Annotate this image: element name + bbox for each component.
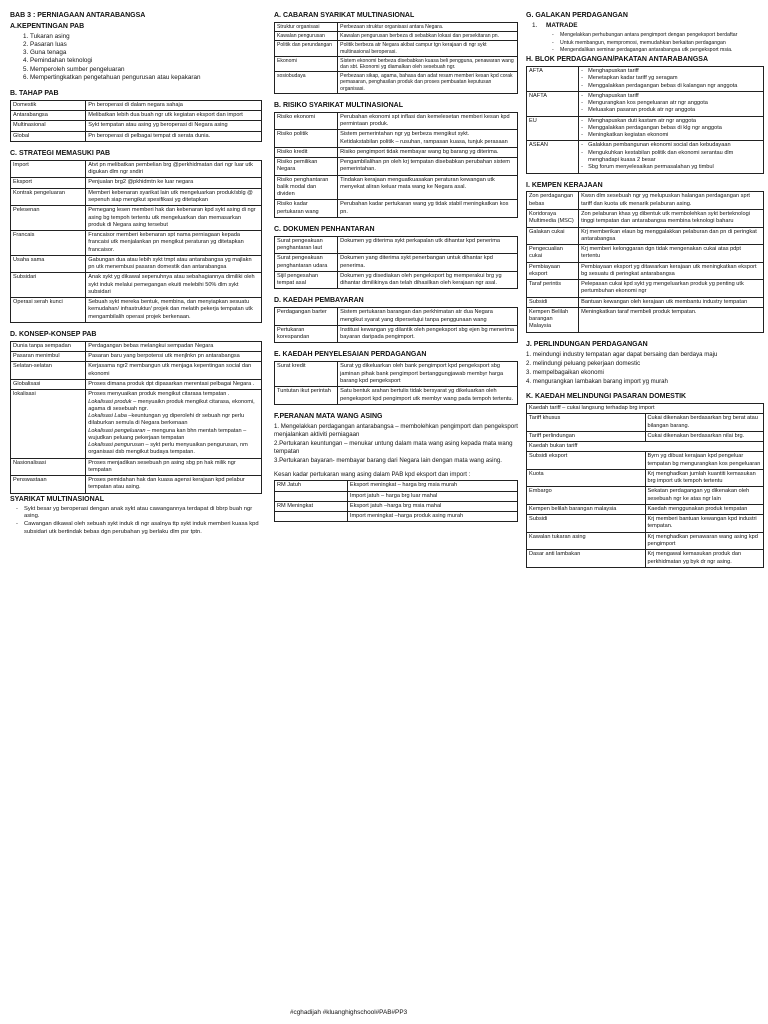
section-galakan-title: G. GALAKAN PERDAGANGAN: [526, 12, 628, 19]
kesan-row: [275, 501, 518, 511]
strategi-row: [11, 160, 262, 178]
section-dokumen-title: C. DOKUMEN PENHANTARAN: [274, 225, 375, 233]
blok-table: [526, 66, 764, 173]
kaedah-group-row: [527, 442, 764, 452]
matrade-item: - Mengendalikan seminar perdagangan antarabangsa utk pengeksport msia.: [560, 47, 764, 54]
penyelesaian-row: [275, 387, 518, 405]
kaedah-desc: Kaedah menggunakan produk tempatan: [645, 504, 764, 514]
kaedah-desc: Byrn yg dibuat kerajaan kpd pengeluar tempatan bg mengurangkan kos pengeluaran: [645, 452, 764, 470]
footer-hashtags: #cghadijah #kluanghighschool#PAB#PP3: [290, 1009, 408, 1016]
multinasional-title: SYARIKAT MULTINASIONAL: [10, 495, 104, 503]
dokumen-desc: Dokumen yang diterima sykt penerbangan untuk dihantar kpd penerima.: [338, 254, 518, 272]
section-penyelesaian-title: E. KAEDAH PENYELESAIAN PERDAGANGAN: [274, 351, 427, 359]
kempen-term: Pengecualian cukai: [527, 245, 579, 263]
strategi-term: Pelesenan: [11, 206, 86, 231]
kempen-row: [527, 245, 764, 263]
blok-aims: [579, 116, 764, 141]
matrade-list: [526, 32, 764, 54]
tahap-desc: Sykt tempatan atau asing yg beroperasi di Negara asing: [86, 121, 262, 131]
risiko-table: [274, 112, 518, 218]
strategi-term: Francais: [11, 231, 86, 256]
blok-aim: - Mengurangkan kos pengeluaran atr ngr anggota: [581, 100, 761, 107]
risiko-term: Risiko pemilikan Negara: [275, 158, 338, 176]
konsep-desc: [86, 390, 262, 458]
kempen-desc: Kwsn dlm sesebuah ngr yg melupuskan halangan perdagangan sprt tariff dan kuota utk menarik pelaburan asing.: [579, 192, 764, 210]
kempen-row: [527, 210, 764, 228]
kaedah-row: [527, 487, 764, 505]
risiko-desc: Perubahan kadar pertukaran wang yg tidak stabil meningkatkan kos pn.: [338, 200, 518, 218]
risiko-row: [275, 147, 518, 157]
pembayaran-term: Pertukaran korespandan: [275, 325, 338, 343]
cabaran-desc: Politik berbeza atr Negara akibat campur tgn kerajaan di ngr sykt multinasional beroperasi.: [338, 41, 518, 56]
tahap-row: [11, 121, 262, 131]
kesan-table: [274, 480, 518, 522]
matawang-item: 3.Pertukaran bayaran- membayar barang dari Negara lain dengan mata wang asing.: [274, 457, 502, 465]
kempen-row: [527, 297, 764, 307]
strategi-desc: Memberi kebenaran syarikat lain utk mengeluarkan produk/sblg @ sepenuh siap mengikut spesifikasi yg ditetapkan: [86, 188, 262, 206]
kaedah-desc: Cukai dikenakan berdasarkan nilai brg.: [645, 431, 764, 441]
kaedah-desc: Cukai dikenakan berdasarkan brg berat atau bilangan barang.: [645, 414, 764, 432]
chapter-title: BAB 3 : PERNIAGAAN ANTARABANGSA: [10, 12, 146, 19]
kaedah-term: Tariff khusus: [527, 414, 646, 432]
tahap-row: [11, 131, 262, 141]
kaedah-row: [527, 452, 764, 470]
lokalisasi-desc: – sykt perlu menyuaikan pengurusan, nm organisasi dsb mengikut budaya tempatan.: [88, 442, 248, 456]
cabaran-desc: Perbezaan sikap, agama, bahasa dan adat resam memberi kesan kpd corak pemasaran, penghasilan produk dan proses pembuatan keputusan organisasi.: [338, 72, 518, 94]
cabaran-desc: Sistem ekonomi berbeza disebabkan kuasa beli pengguna, penawaran wang dan sbt. Ekonomi yg diamalkan oleh sesebuah ngr.: [338, 56, 518, 71]
strategi-row: [11, 255, 262, 273]
kaedah-row: [527, 431, 764, 441]
matawang-item: 1. Mengelakkan perdagangan antarabangsa – membolehkan pengimport dan pengeksport menjalankan aktiviti perniagaan: [274, 422, 518, 438]
kaedah-desc: Krj menghadkan penawaran wang asing kpd pengimport: [645, 532, 764, 550]
strategi-row: [11, 231, 262, 256]
lokalisasi-item: [88, 428, 259, 443]
cabaran-term: Ekonomi: [275, 56, 338, 71]
konsep-table: [10, 341, 262, 494]
tahap-pab-table: [10, 100, 262, 142]
risiko-term: Risiko kadar pertukaran wang: [275, 200, 338, 218]
konsep-row: [11, 352, 262, 362]
blok-aim: - Menghapuskan duti kastam atr ngr anggota: [581, 118, 761, 125]
kesan-term: [275, 491, 348, 501]
kempen-desc: Pelepasan cukai kpd sykt yg mengeluarkan produk yg penting utk pertumbuhan ekonomi ngr: [579, 280, 764, 298]
kempen-term: Koridoraya Multimedia (MSC): [527, 210, 579, 228]
kempen-term: Subsidi: [527, 297, 579, 307]
dokumen-row: [275, 254, 518, 272]
tahap-term: Multinasional: [11, 121, 86, 131]
konsep-text: Pasaran baru yang berpotensi utk menjlnkn pn antarabangsa: [88, 353, 240, 360]
kesan-term: RM Jatuh: [275, 481, 348, 491]
kepentingan-item: 5. Memperoleh sumber pengeluaran: [30, 66, 262, 74]
matawang-list: [274, 423, 518, 465]
konsep-desc: [86, 476, 262, 494]
kempen-desc: Zon pelaburan khas yg dibentuk utk membolehkan sykt berteknologi tinggi tempatan dan antarabangsa membina teknologi baharu: [579, 210, 764, 228]
column-right: [526, 10, 764, 568]
strategi-desc: Sebuah sykt mereka bentuk, membina, dan menyiapkan sesuatu kemudahan/ infrastruktur/ projek dan melatih pekerja tempatan utk mengambilalih operasi projek berkenaan.: [86, 298, 262, 323]
lokalisasi-desc: –keuntungan yg diperolehi dr sebuah ngr perlu dilaburkan semula di Negara berkenaan: [88, 413, 245, 427]
blok-aims: [579, 67, 764, 92]
cabaran-term: sosiobudaya: [275, 72, 338, 94]
multinasional-list: [10, 506, 262, 537]
cabaran-term: Kawalan pengurusan: [275, 32, 338, 41]
lokalisasi-type: Lokalisasi pengurusan: [88, 442, 144, 449]
strategi-row: [11, 178, 262, 188]
blok-aims: [579, 141, 764, 173]
lokalisasi-item: [88, 413, 259, 428]
penyelesaian-term: Surat kredit: [275, 362, 338, 387]
blok-row: [527, 116, 764, 141]
kaedah-term: Kempen belilah barangan malaysia: [527, 504, 646, 514]
kempen-term: Galakan cukai: [527, 227, 579, 245]
konsep-text: Proses menyuaikan produk mengikut citarasa tempatan .: [88, 391, 230, 398]
lokalisasi-type: Lokalisasi produk: [88, 398, 132, 405]
matawang-item: 2.Pertukaran keuntungan – menukar untung dalam mata wang asing kepada mata wang tempatan: [274, 439, 513, 455]
konsep-term: Penswastaan: [11, 476, 86, 494]
blok-name: ASEAN: [527, 141, 579, 173]
blok-name: EU: [527, 116, 579, 141]
kaedah-term: Embargo: [527, 487, 646, 505]
risiko-desc: Sistem pemerintahan ngr yg berbeza mengikut sykt. Ketidakstabilan politik – rusuhan, rampasan kuasa, tunjuk perasaan: [338, 130, 518, 148]
blok-aim: - Menetapkan kadar tariff yg seragam: [581, 75, 761, 82]
kaedah-row: [527, 414, 764, 432]
cabaran-table: [274, 22, 518, 94]
cabaran-row: [275, 22, 518, 31]
cabaran-desc: Perbezaan struktur organisasi antara Negara.: [338, 22, 518, 31]
kesan-desc: Eksport meningkat – harga brg msia murah: [347, 481, 517, 491]
section-kaedah-title: K. KAEDAH MELINDUNGI PASARAN DOMESTIK: [526, 393, 687, 401]
blok-row: [527, 91, 764, 116]
section-perlindungan-title: J. PERLINDUNGAN PERDAGANGAN: [526, 340, 648, 348]
penyelesaian-row: [275, 362, 518, 387]
blok-aim: - Sbg forum menyelesaikan permasalahan yg timbul: [581, 164, 761, 171]
blok-aim: - Meningkatkan kegiatan ekonomi: [581, 132, 761, 139]
kaedah-desc: Krj memberi bantuan kewangan kpd industri tempatan.: [645, 515, 764, 533]
blok-aim: - Menghapuskan tariff: [581, 93, 761, 100]
lokalisasi-item: [88, 442, 259, 457]
dokumen-term: Sijil pengesahan tempat asal: [275, 271, 338, 289]
kepentingan-item: 2. Pasaran luas: [30, 41, 262, 49]
kesan-desc: Import meningkat –harga produk asing murah: [347, 512, 517, 522]
pembayaran-table: [274, 307, 518, 343]
risiko-row: [275, 130, 518, 148]
kempen-desc: Pembiayaan eksport yg ditawarkan kerajaan utk meningkatkan eksport bg sesuatu di peringkat antarabangsa: [579, 262, 764, 280]
strategi-term: Operasi serah kunci: [11, 298, 86, 323]
kempen-row: [527, 227, 764, 245]
kesan-term: RM Meningkat: [275, 501, 348, 511]
matrade-item: - Mengelakkan perhubungan antara pengimport dengan pengeksport berdaftar: [560, 32, 764, 39]
kempen-row: [527, 280, 764, 298]
risiko-desc: Pengambilalihan pn oleh krj tempatan disebabkan perubahan sistem pemerintahan.: [338, 158, 518, 176]
risiko-term: Risiko politik: [275, 130, 338, 148]
lokalisasi-type: Lokalisasi Laba: [88, 413, 127, 420]
dokumen-desc: Dokumen yg disediakan oleh pengeksport bg memperakui brg yg dihantar dimilikinya dan telah dihasilkan oleh kerajaan ngr asal.: [338, 271, 518, 289]
kempen-row: [527, 192, 764, 210]
kepentingan-item: 1. Tukaran asing: [30, 33, 262, 41]
blok-aim: - Menghapuskan tariff: [581, 68, 761, 75]
kaedah-row: [527, 504, 764, 514]
kaedah-row: [527, 515, 764, 533]
blok-row: [527, 141, 764, 173]
kaedah-term: Kawalan tukaran asing: [527, 532, 646, 550]
cabaran-desc: Kawalan pengurusan berbeza di sebabkan lokasi dan persekitaran pn.: [338, 32, 518, 41]
lokalisasi-desc: – menyuaikn produk mengikut citarasa, ekonomi, agama di sesebuah ngr.: [88, 398, 255, 412]
konsep-desc: [86, 379, 262, 389]
risiko-desc: Risiko pengimport tidak membayar wang bg barang yg diterima.: [338, 147, 518, 157]
konsep-row: [11, 379, 262, 389]
risiko-row: [275, 158, 518, 176]
cabaran-row: [275, 72, 518, 94]
konsep-text: Perdagangan bebas melangkui sempadan Negara: [88, 342, 214, 349]
multinasional-item: - Sykt besar yg beroperasi dengan anak sykt atau cawangannya terdapat di bbrp buah ngr asing.: [24, 506, 262, 521]
kempen-term: Zon perdagangan bebas: [527, 192, 579, 210]
blok-aim: - Mengukuhkan kestabilan politik dan ekonomi serantau dlm menghadapi kuasa 2 besar: [581, 150, 761, 165]
konsep-row: [11, 458, 262, 476]
kempen-term: Kempen Belilah barangan Malaysia: [527, 307, 579, 332]
section-c-title: C. STRATEGI MEMASUKI PAB: [10, 149, 111, 157]
kesan-row: [275, 481, 518, 491]
kempen-desc: Bantuan kewangan oleh kerajaan utk membantu industry tempatan: [579, 297, 764, 307]
dokumen-table: [274, 236, 518, 290]
perlindungan-list: [526, 351, 764, 386]
risiko-row: [275, 200, 518, 218]
kesan-row: [275, 512, 518, 522]
pembayaran-desc: Institusi kewangan yg dilantik oleh pengeksport sbg ejen bg menerima bayaran daripada pengimport.: [338, 325, 518, 343]
strategi-row: [11, 188, 262, 206]
kesan-desc: Eksport jatuh –harga brg msia mahal: [347, 501, 517, 511]
tahap-desc: Pn beroperasi di pelbagai tempat di serata dunia.: [86, 131, 262, 141]
kaedah-group-title: Kaedah bukan tariff: [527, 442, 764, 452]
strategi-term: Import: [11, 160, 86, 178]
kaedah-group-title: Kaedah tariff – cukai langsung terhadap brg import: [527, 404, 764, 414]
blok-aims: [579, 91, 764, 116]
kempen-row: [527, 307, 764, 332]
kempen-term: Pembiayaan eksport: [527, 262, 579, 280]
blok-name: NAFTA: [527, 91, 579, 116]
strategi-term: Eksport: [11, 178, 86, 188]
konsep-desc: [86, 458, 262, 476]
tahap-term: Domestik: [11, 100, 86, 110]
strategi-desc: Penjualan brg2 @pkhidmtn ke luar negara: [86, 178, 262, 188]
section-risiko-title: B. RISIKO SYARIKAT MULTINASIONAL: [274, 101, 403, 109]
kaedah-term: Subsidi eksport: [527, 452, 646, 470]
cabaran-term: Struktur organisasi: [275, 22, 338, 31]
kesan-desc: Import jatuh – harga brg luar mahal: [347, 491, 517, 501]
dokumen-desc: Dokumen yg diterima sykt perkapalan utk dihantar kpd penerima: [338, 236, 518, 254]
kaedah-group-row: [527, 404, 764, 414]
konsep-row: [11, 341, 262, 351]
konsep-desc: [86, 341, 262, 351]
strategi-term: Usaha sama: [11, 255, 86, 273]
konsep-text: Kerjasama ngr2 membangun utk menjaga kepentingan social dan ekonomi: [88, 363, 252, 377]
matrade-heading: 1. MATRADE: [532, 21, 578, 29]
blok-aim: - Galakkan pembangunan ekonomi social dan kebudayaan: [581, 142, 761, 149]
dokumen-row: [275, 271, 518, 289]
kesan-intro: Kesan kadar pertukaran wang asing dalam PAB kpd eksport dan import :: [274, 471, 471, 479]
strategi-table: [10, 160, 262, 323]
column-middle: [274, 10, 518, 522]
blok-row: [527, 67, 764, 92]
konsep-term: Dunia tanpa sempadan: [11, 341, 86, 351]
risiko-term: Risiko penghantaran balik modal dan dividen: [275, 175, 338, 200]
kempen-row: [527, 262, 764, 280]
kaedah-term: Subsidi: [527, 515, 646, 533]
konsep-desc: [86, 362, 262, 380]
konsep-term: Pasaran menimbul: [11, 352, 86, 362]
kaedah-row: [527, 532, 764, 550]
konsep-text: Proses pemidahan hak dan kuasa agensi kerajaan kpd pelabur tempatan atau asing.: [88, 477, 245, 491]
konsep-term: Globalisasi: [11, 379, 86, 389]
blok-name: AFTA: [527, 67, 579, 92]
cabaran-term: Politik dan perundangan: [275, 41, 338, 56]
strategi-term: Kontrak pengeluaran: [11, 188, 86, 206]
strategi-desc: Francaisor memberi kebenaran spt nama perniagaan kepada francaisi utk menjalankan pn mengikut peraturan yg ditetapkan francaisor.: [86, 231, 262, 256]
strategi-row: [11, 206, 262, 231]
tahap-desc: Melibatkan lebih dua buah ngr utk kegiatan eksport dan import: [86, 111, 262, 121]
risiko-desc: Tindakan kerajaan menguatkuasakan peraturan kewangan utk menyekat aliran keluar mata wang ke Negara asal.: [338, 175, 518, 200]
perlindungan-item: 1. meindungi industry tempatan agar dapat bersaing dan berdaya maju: [526, 350, 718, 358]
pembayaran-row: [275, 325, 518, 343]
risiko-row: [275, 112, 518, 130]
cabaran-row: [275, 56, 518, 71]
penyelesaian-term: Tuntutan ikut perintah: [275, 387, 338, 405]
konsep-text: Proses dimana produk dpt dipasarkan merentasi pelbagai Negara .: [88, 380, 255, 387]
konsep-text: Proses menjadikan sesebuah pn asing sbg pn hak milik ngr tempatan: [88, 459, 236, 473]
kesan-term: [275, 512, 348, 522]
kempen-desc: Krj memberikan elaun bg menggalakkan pelaburan dan pn di peringkat antarabangsa: [579, 227, 764, 245]
pembayaran-term: Perdagangan barter: [275, 308, 338, 326]
strategi-row: [11, 273, 262, 298]
tahap-row: [11, 111, 262, 121]
blok-aim: - Meluaskan pasaran produk atr ngr anggota: [581, 107, 761, 114]
konsep-row: [11, 390, 262, 458]
kempen-term: Taraf perintis: [527, 280, 579, 298]
kesan-row: [275, 491, 518, 501]
section-b-title: B. TAHAP PAB: [10, 89, 59, 97]
pembayaran-row: [275, 308, 518, 326]
kempen-desc: Meningkatkan taraf membeli produk tempatan.: [579, 307, 764, 332]
risiko-desc: Perubahan ekonomi spt inflasi dan kemelesetan memberi kesan kpd permintaan produk.: [338, 112, 518, 130]
section-matawang-title: F.PERANAN MATA WANG ASING: [274, 412, 383, 420]
section-a-title: A.KEPENTINGAN PAB: [10, 22, 85, 30]
strategi-term: Subsidari: [11, 273, 86, 298]
kaedah-term: Tariff perlindungan: [527, 431, 646, 441]
kepentingan-item: 4. Pemindahan teknologi: [30, 57, 262, 65]
kepentingan-list: [10, 33, 262, 82]
kaedah-row: [527, 469, 764, 487]
kaedah-desc: Sekatan perdagangan yg dikenakan oleh sesebuah ngr ke atas ngr lain: [645, 487, 764, 505]
section-cabaran-title: A. CABARAN SYARIKAT MULTINASIONAL: [274, 12, 415, 19]
dokumen-row: [275, 236, 518, 254]
strategi-desc: Pemegang lesen memberi hak dan kebenaran kpd sykt asing di ngr asing bg tempoh tertentu utk mengeluarkan dan memasarkan produk di Negara asing tersebut: [86, 206, 262, 231]
pembayaran-desc: Sistem pertukaran barangan dan perkhimatan atr dua Negara mengikut syarat yang dipersetujui tanpa penggunaan wang: [338, 308, 518, 326]
kepentingan-item: 3. Guna tenaga: [30, 49, 262, 57]
konsep-term: Selatan-selatan: [11, 362, 86, 380]
multinasional-item: - Cawangan dikawal oleh sebuah sykt induk di ngr asalnya ttp sykt induk memberi kuasa kpd subsidari utk bertindak bebas dgn perubahan yg berlaku dlm psr tptn.: [24, 521, 262, 536]
risiko-term: Risiko kredit: [275, 147, 338, 157]
kaedah-term: Dasar anti lambakan: [527, 550, 646, 568]
strategi-desc: Atvt pn melibatkan pembelian brg @perkhidmatan dari ngr luar utk digukan dlm ngr sndiri: [86, 160, 262, 178]
konsep-row: [11, 362, 262, 380]
perlindungan-item: 4. mengurangkan lambakan barang import yg murah: [526, 377, 668, 385]
section-pembayaran-title: D. KAEDAH PEMBAYARAN: [274, 297, 364, 305]
matrade-item: - Untuk membangun, mempromosi, memudahkan berkaitan perdagangan: [560, 40, 764, 47]
tahap-row: [11, 100, 262, 110]
tahap-desc: Pn beroperasi di dalam negara sahaja: [86, 100, 262, 110]
penyelesaian-table: [274, 361, 518, 404]
cabaran-row: [275, 41, 518, 56]
konsep-desc: [86, 352, 262, 362]
kempen-table: [526, 191, 764, 332]
perlindungan-item: 2. melindungi peluang pekerjaan domestic: [526, 359, 641, 367]
risiko-row: [275, 175, 518, 200]
strategi-desc: Gabungan dua atau lebih sykt tmpt atau antarabangsa yg majlakn pn utk menembusi pasaran domestik dan antarabangsa: [86, 255, 262, 273]
konsep-row: [11, 476, 262, 494]
dokumen-term: Surat pengeakuan penghantaran udara: [275, 254, 338, 272]
konsep-term: lokalisasi: [11, 390, 86, 458]
strategi-row: [11, 298, 262, 323]
lokalisasi-item: [88, 399, 259, 414]
section-blok-title: H. BLOK PERDAGANGAN/PAKATAN ANTARABANGSA: [526, 56, 708, 64]
tahap-term: Antarabangsa: [11, 111, 86, 121]
blok-aim: - Menggalakkan perdagangan bebas di kalangan ngr anggota: [581, 83, 761, 90]
kaedah-desc: Krj mengawal kemasukan produk dan perkhidmatan yg byk dr ngr asing.: [645, 550, 764, 568]
kaedah-row: [527, 550, 764, 568]
konsep-term: Nasionalisasi: [11, 458, 86, 476]
kepentingan-item: 6. Mempertingkatkan pengetahuan pengurusan atau kepakaran: [30, 74, 262, 82]
penyelesaian-desc: Surat yg dikeluarkan oleh bank pengimport kpd pengeksport sbg jaminan pihak bank pengimport bertanggungjawab membyr harga barang kpd pengeksport: [338, 362, 518, 387]
cabaran-row: [275, 32, 518, 41]
kaedah-table: [526, 403, 764, 568]
perlindungan-item: 3. mempelbagaikan ekonomi: [526, 368, 604, 376]
kaedah-desc: Krj menghadkan jumlah kuantiti kemasukan brg import utk tempoh tertentu: [645, 469, 764, 487]
lokalisasi-type: Lokalisasi pengeluaran: [88, 427, 146, 434]
kempen-desc: Krj memberi kelonggaran dgn tidak mengenakan cukai atas pdpt tertentu: [579, 245, 764, 263]
section-kempen-title: I. KEMPEN KERAJAAN: [526, 181, 603, 189]
risiko-term: Risiko ekonomi: [275, 112, 338, 130]
lokalisasi-desc: – menguna kan bhn mentah tempatan – wujudkan peluang pekerjaan tempatan: [88, 427, 247, 441]
strategi-desc: Anak sykt yg dikawal sepenuhnya atau sebahagiannya dimiliki oleh sykt induk melalui pemegangan ekuiti melebihi 50% dlm sykt subsidari: [86, 273, 262, 298]
dokumen-term: Surat pengeakuan penghantaran laut: [275, 236, 338, 254]
tahap-term: Global: [11, 131, 86, 141]
column-left: [10, 10, 262, 537]
penyelesaian-desc: Satu bentuk arahan bertulis tidak bersyarat yg dikeluarkan oleh pengeksport kpd pengimport utk membyr wang pada tempoh tertentu.: [338, 387, 518, 405]
section-d-title: D. KONSEP-KONSEP PAB: [10, 330, 97, 338]
blok-aim: - Menggalakkan perdagangan bebas di klg ngr anggota: [581, 125, 761, 132]
kaedah-term: Kuota: [527, 469, 646, 487]
